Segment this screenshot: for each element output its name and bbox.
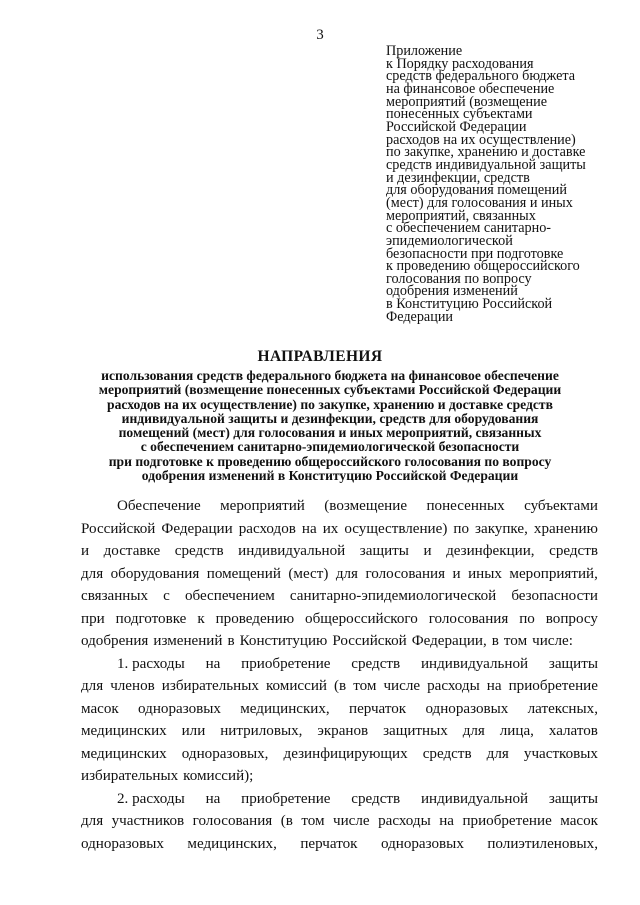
appendix-line: к проведению общероссийского xyxy=(386,258,580,275)
body-word: связанных xyxy=(81,588,149,604)
body-word: общероссийского xyxy=(305,610,418,627)
body-word: экранов xyxy=(317,723,369,739)
body-word: безопасности xyxy=(511,588,598,604)
appendix-line: (мест) для голосования и иных xyxy=(386,194,573,211)
body-word: субъектами xyxy=(524,498,598,514)
appendix-line: по закупке, хранению и доставке xyxy=(386,144,586,161)
body-word: на xyxy=(301,520,317,537)
body-word: одноразовых xyxy=(380,835,464,852)
body-word: обеспечением xyxy=(184,588,275,604)
body-word: одобрения xyxy=(81,633,149,649)
subheading-line: одобрения изменений в Конституцию Российской Федерации xyxy=(141,468,519,484)
body-word: для xyxy=(335,565,358,582)
body-word: или xyxy=(181,723,206,739)
body-word: голосования xyxy=(192,813,273,829)
body-line xyxy=(81,743,598,766)
body-word: на xyxy=(486,678,502,694)
body-word: членов xyxy=(110,678,155,694)
subheading-line: использования средств федерального бюджета на финансовое обеспечение xyxy=(101,368,559,383)
body-word: проведению xyxy=(215,610,295,627)
body-word: полиэтиленовых, xyxy=(487,835,598,852)
body-word: 2. расходы xyxy=(117,790,185,807)
body-word: индивидуальной xyxy=(420,790,529,807)
body-word: Российской xyxy=(332,633,407,649)
body-word: средств xyxy=(174,543,224,559)
body-word: подготовке xyxy=(115,610,187,627)
body-word: в xyxy=(227,633,235,649)
body-line xyxy=(81,720,598,743)
body-word: по xyxy=(453,520,470,537)
body-word: голосования xyxy=(365,565,446,582)
body-word: медицинских xyxy=(81,745,167,762)
body-word: Федерации, xyxy=(411,633,487,649)
body-word: нитриловых, xyxy=(220,723,303,739)
body-line xyxy=(81,540,598,563)
body-word: средств xyxy=(351,790,401,807)
body-word: защиты xyxy=(359,543,409,559)
appendix-line: к Порядку расходования xyxy=(386,55,534,72)
subheading-line: индивидуальной защиты и дезинфекции, средств для оборудования xyxy=(121,410,539,426)
body-line xyxy=(81,518,598,541)
body-word: медицинских, xyxy=(187,835,277,852)
body-word: медицинских xyxy=(81,723,167,739)
body-word: избирательных xyxy=(161,678,259,694)
body-line xyxy=(81,608,598,631)
body-word: комиссий xyxy=(265,678,327,694)
body-word: по xyxy=(519,610,535,627)
body-word: комиссий); xyxy=(183,768,254,784)
subheading-line: помещений (мест) для голосования и иных мероприятий, связанных xyxy=(118,425,542,441)
body-word: доставке xyxy=(103,543,161,559)
body-word: изменений xyxy=(153,633,223,649)
body-word: для xyxy=(81,678,104,694)
body-word: дезинфекции, xyxy=(446,543,535,559)
body-word: одноразовых xyxy=(425,700,509,717)
body-word: том xyxy=(353,678,377,694)
appendix-line: мероприятий, связанных xyxy=(386,207,536,224)
body-word: защиты xyxy=(548,655,598,672)
body-word: к xyxy=(197,610,205,627)
body-word: при xyxy=(81,610,105,627)
body-word: расходы xyxy=(378,813,431,829)
body-word: медицинских, xyxy=(240,700,330,717)
body-word: для xyxy=(462,723,485,739)
body-word: перчаток xyxy=(300,835,358,852)
body-word: Обеспечение xyxy=(117,498,201,514)
body-line xyxy=(81,788,598,811)
body-word: дезинфицирующих xyxy=(283,745,408,762)
body-word: лица, xyxy=(499,723,534,739)
body-word: том xyxy=(503,633,528,649)
appendix-line: расходов на их осуществление) xyxy=(386,131,576,148)
body-word: числе xyxy=(383,678,421,694)
body-word: Федерации xyxy=(161,520,233,537)
body-word: числе: xyxy=(532,633,573,649)
appendix-line: для оборудования помещений xyxy=(386,182,567,199)
subheading-line: при подготовке к проведению общероссийского голосования по вопросу xyxy=(108,453,552,469)
body-word: мероприятий, xyxy=(509,565,598,582)
body-line xyxy=(81,653,598,676)
body-word: защиты xyxy=(548,790,598,807)
subheading-line: мероприятий (возмещение понесенных субъектами Российской Федерации xyxy=(98,382,562,398)
body-line xyxy=(81,765,598,788)
body-line xyxy=(81,675,598,698)
body-word: перчаток xyxy=(349,700,407,717)
document-heading: НАПРАВЛЕНИЯ xyxy=(257,348,383,365)
body-word: на xyxy=(205,655,221,672)
body-line xyxy=(81,563,598,586)
body-word: (в xyxy=(280,813,293,829)
body-word: приобретение xyxy=(241,790,331,807)
body-word: и xyxy=(423,543,432,559)
body-line xyxy=(81,495,598,518)
body-word: осуществление) xyxy=(344,520,448,537)
body-word: и xyxy=(452,565,461,582)
subheading-line: расходов на их осуществление) по закупке, хранению и доставке средств xyxy=(107,396,553,412)
appendix-line: одобрения изменений xyxy=(386,283,518,300)
body-word: для xyxy=(81,813,104,829)
appendix-line: и дезинфекции, средств xyxy=(386,169,530,186)
body-word: закупке, xyxy=(475,520,528,537)
body-word: индивидуальной xyxy=(420,655,529,672)
appendix-line: средств индивидуальной защиты xyxy=(386,156,586,173)
subheading-line: с обеспечением санитарно-эпидемиологической безопасности xyxy=(140,439,520,455)
body-word: приобретение xyxy=(508,678,598,694)
appendix-note xyxy=(386,45,616,323)
body-word: с xyxy=(163,588,170,604)
body-line xyxy=(81,810,598,833)
body-word: понесенных xyxy=(426,498,505,514)
body-word: расходы xyxy=(427,678,480,694)
body-word: в xyxy=(491,633,499,649)
body-word: халатов xyxy=(548,723,598,739)
body-word: 1. расходы xyxy=(117,655,185,672)
appendix-line: Федерации xyxy=(386,308,454,325)
document-subheading xyxy=(60,369,600,483)
body-word: (возмещение xyxy=(324,498,408,514)
body-word: хранению xyxy=(533,520,598,537)
appendix-line: средств федерального бюджета xyxy=(386,68,576,85)
appendix-line: Приложение xyxy=(386,43,463,59)
body-word: Российской xyxy=(81,520,156,537)
body-word: (в xyxy=(334,678,347,694)
body-line xyxy=(81,698,598,721)
body-word: вопросу xyxy=(545,610,598,627)
page-number: 3 xyxy=(316,27,324,43)
appendix-line: Российской Федерации xyxy=(386,118,527,135)
body-word: средств xyxy=(549,543,598,559)
appendix-line: мероприятий (возмещение xyxy=(386,93,548,110)
body-line xyxy=(81,630,598,653)
appendix-line: эпидемиологической xyxy=(386,232,513,249)
body-word: мероприятий xyxy=(220,498,305,514)
appendix-line: безопасности при подготовке xyxy=(386,245,564,262)
body-word: участников xyxy=(111,813,185,829)
body-word: латексных, xyxy=(527,700,598,717)
appendix-line: в Конституцию Российской xyxy=(386,296,553,313)
body-line xyxy=(81,833,598,856)
appendix-line: с обеспечением санитарно- xyxy=(386,220,552,237)
body-word: голосования xyxy=(428,610,509,627)
body-word: масок xyxy=(81,700,119,717)
body-word: на xyxy=(439,813,454,829)
body-word: оборудования xyxy=(110,565,200,582)
body-word: их xyxy=(322,520,339,537)
body-word: санитарно-эпидемиологической xyxy=(289,588,497,604)
body-word: индивидуальной xyxy=(238,543,346,559)
body-word: масок xyxy=(560,813,598,829)
body-line xyxy=(81,585,598,608)
body-word: одноразовых xyxy=(138,700,221,717)
body-word: приобретение xyxy=(241,655,331,672)
appendix-line: на финансовое обеспечение xyxy=(386,80,555,97)
body-word: одноразовых, xyxy=(181,745,269,762)
appendix-line: голосования по вопросу xyxy=(386,270,532,287)
body-word: приобретение xyxy=(462,813,552,829)
body-word: защитных xyxy=(383,723,448,739)
body-word: средств xyxy=(422,745,472,762)
body-word: иных xyxy=(468,565,502,582)
body-word: числе xyxy=(333,813,370,829)
body-word: (мест) xyxy=(288,565,329,582)
body-word: расходов xyxy=(238,520,296,537)
body-word: средств xyxy=(351,655,401,672)
body-word: для xyxy=(81,565,104,582)
body-text xyxy=(81,495,598,855)
body-word: избирательных xyxy=(81,768,179,784)
body-word: для xyxy=(486,745,509,762)
body-word: участковых xyxy=(523,745,598,762)
appendix-line: понесенных субъектами xyxy=(386,106,533,123)
body-word: помещений xyxy=(206,565,281,582)
body-word: Конституцию xyxy=(239,633,328,649)
body-word: и xyxy=(81,543,90,559)
body-word: том xyxy=(301,813,325,829)
body-word: на xyxy=(205,790,221,807)
body-word: одноразовых xyxy=(81,835,164,852)
